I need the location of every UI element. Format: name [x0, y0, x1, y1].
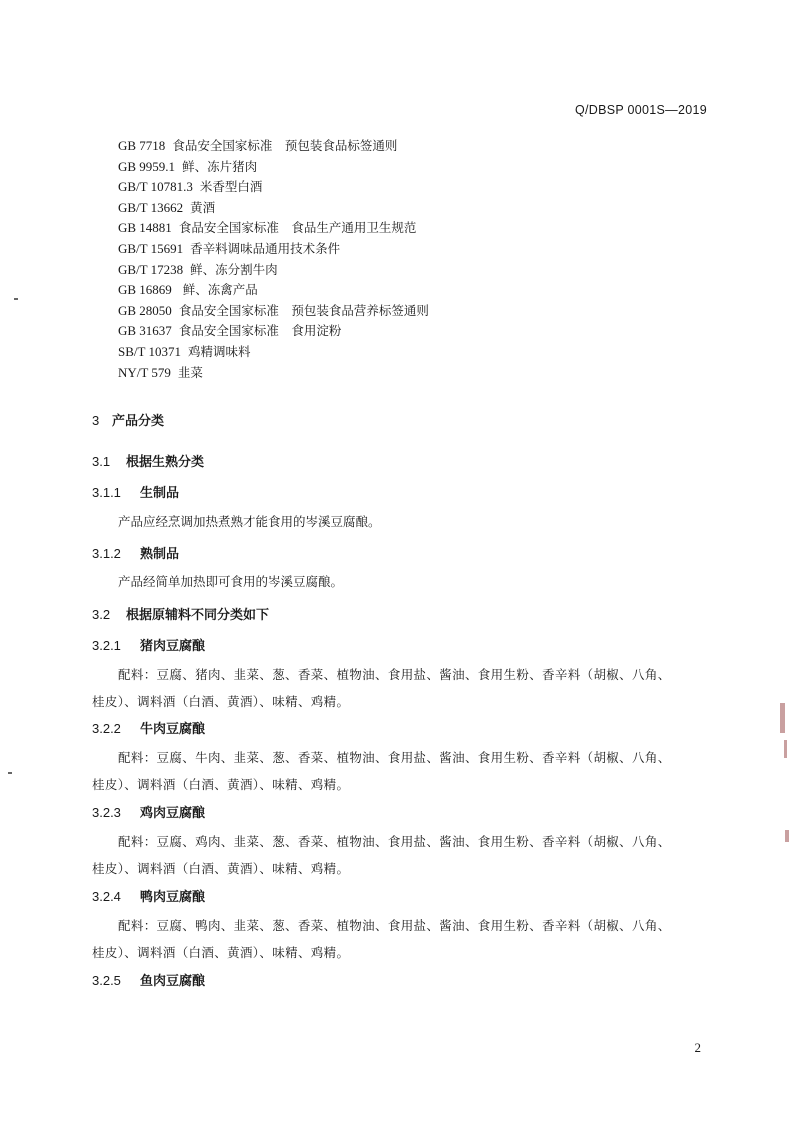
reference-title: 黄酒: [190, 199, 216, 215]
section-heading-3-1-1: [92, 482, 179, 501]
section-heading-3-1: [92, 451, 204, 470]
normative-references-list: [118, 136, 429, 383]
reference-code: GB 14881: [118, 220, 172, 236]
ingredients-paragraph: [92, 744, 714, 798]
section-title: 产品分类: [112, 414, 165, 429]
reference-item: [118, 280, 429, 301]
reference-title: 食品安全国家标准 预包装食品标签通则: [172, 138, 398, 153]
section-number: 3.2: [92, 607, 111, 622]
section-title: 猪肉豆腐酿: [140, 639, 206, 654]
reference-title: 鲜、冻分割牛肉: [190, 261, 278, 277]
reference-item: [118, 198, 429, 219]
reference-title: 食品安全国家标准 食品生产通用卫生规范: [178, 220, 417, 236]
scan-speck: [8, 772, 12, 774]
ingredients-line: 配料：豆腐、鸭肉、韭菜、葱、香菜、植物油、食用盐、酱油、食用生粉、香辛料（胡椒、八角、: [118, 918, 671, 933]
section-number: 3: [92, 413, 100, 428]
ingredients-line: 配料：豆腐、鸡肉、韭菜、葱、香菜、植物油、食用盐、酱油、食用生粉、香辛料（胡椒、八角、: [118, 834, 671, 849]
seal-edge-mark: [780, 703, 785, 733]
seal-edge-mark: [784, 740, 787, 758]
reference-code: GB 31637: [118, 323, 172, 339]
reference-item: [118, 136, 429, 157]
reference-item: [118, 301, 429, 322]
ingredients-line: 配料：豆腐、牛肉、韭菜、葱、香菜、植物油、食用盐、酱油、食用生粉、香辛料（胡椒、八角、: [118, 750, 671, 765]
reference-item: [118, 363, 429, 384]
section-number: 3.1: [92, 454, 111, 469]
section-heading-3-2-4: [92, 886, 205, 905]
reference-title: 鲜、冻片猪肉: [182, 158, 258, 174]
ingredients-line: 桂皮）、调料酒（白酒、黄酒）、味精、鸡精。: [92, 945, 350, 960]
section-title: 鸡肉豆腐酿: [140, 806, 206, 821]
section-title: 生制品: [140, 486, 180, 501]
reference-title: 鲜、冻禽产品: [178, 282, 258, 298]
reference-title: 食品安全国家标准 预包装食品营养标签通则: [178, 302, 429, 318]
section-number: 3.1.2: [92, 546, 121, 561]
reference-item: [118, 342, 429, 363]
section-heading-3-2-2: [92, 718, 205, 737]
section-title: 鱼肉豆腐酿: [140, 974, 206, 989]
section-number: 3.2.3: [92, 805, 121, 820]
reference-item: [118, 157, 429, 178]
section-number: 3.2.5: [92, 973, 121, 988]
reference-code: NY/T 579: [118, 364, 171, 380]
ingredients-line: 桂皮）、调料酒（白酒、黄酒）、味精、鸡精。: [92, 861, 350, 876]
reference-code: GB 28050: [118, 302, 172, 318]
reference-item: [118, 260, 429, 281]
reference-item: [118, 177, 429, 198]
section-title: 熟制品: [140, 547, 180, 562]
reference-title: 香辛料调味品通用技术条件: [190, 240, 341, 256]
scan-speck: [14, 298, 18, 300]
section-number: 3.2.4: [92, 889, 121, 904]
reference-code: GB/T 13662: [118, 199, 184, 215]
section-number: 3.1.1: [92, 485, 121, 500]
section-heading-3-1-2: [92, 543, 179, 562]
ingredients-paragraph: [92, 828, 714, 882]
seal-edge-mark: [785, 830, 789, 842]
reference-code: GB 7718: [118, 138, 166, 153]
reference-code: GB 9959.1: [118, 158, 176, 174]
reference-code: GB/T 15691: [118, 240, 184, 256]
section-heading-3-2-3: [92, 802, 205, 821]
reference-title: 米香型白酒: [199, 179, 263, 195]
section-title: 根据原辅料不同分类如下: [126, 608, 270, 623]
section-heading-3-2: [92, 604, 269, 623]
ingredients-line: 桂皮）、调料酒（白酒、黄酒）、味精、鸡精。: [92, 694, 350, 709]
reference-title: 食品安全国家标准 食用淀粉: [178, 323, 342, 339]
section-heading-3: [92, 410, 164, 429]
ingredients-paragraph: [92, 661, 714, 715]
section-number: 3.2.2: [92, 721, 121, 736]
section-paragraph: 产品经简单加热即可食用的岑溪豆腐酿。: [118, 574, 344, 589]
reference-code: GB/T 17238: [118, 261, 184, 277]
reference-item: [118, 321, 429, 342]
section-title: 根据生熟分类: [126, 455, 205, 470]
section-number: 3.2.1: [92, 638, 121, 653]
reference-code: SB/T 10371: [118, 343, 181, 359]
section-title: 牛肉豆腐酿: [140, 722, 206, 737]
section-heading-3-2-1: [92, 635, 205, 654]
section-paragraph: 产品应经烹调加热煮熟才能食用的岑溪豆腐酿。: [118, 514, 381, 529]
page-number: 2: [694, 1040, 701, 1055]
ingredients-paragraph: [92, 912, 714, 966]
standard-code: Q/DBSP 0001S—2019: [574, 103, 707, 117]
section-title: 鸭肉豆腐酿: [140, 890, 206, 905]
section-heading-3-2-5: [92, 970, 205, 989]
reference-title: 鸡精调味料: [187, 343, 251, 359]
reference-code: GB 16869: [118, 282, 172, 298]
reference-code: GB/T 10781.3: [118, 179, 193, 195]
ingredients-line: 配料：豆腐、猪肉、韭菜、葱、香菜、植物油、食用盐、酱油、食用生粉、香辛料（胡椒、八角、: [118, 667, 671, 682]
reference-title: 韭菜: [177, 364, 203, 380]
reference-item: [118, 239, 429, 260]
ingredients-line: 桂皮）、调料酒（白酒、黄酒）、味精、鸡精。: [92, 777, 350, 792]
reference-item: [118, 218, 429, 239]
